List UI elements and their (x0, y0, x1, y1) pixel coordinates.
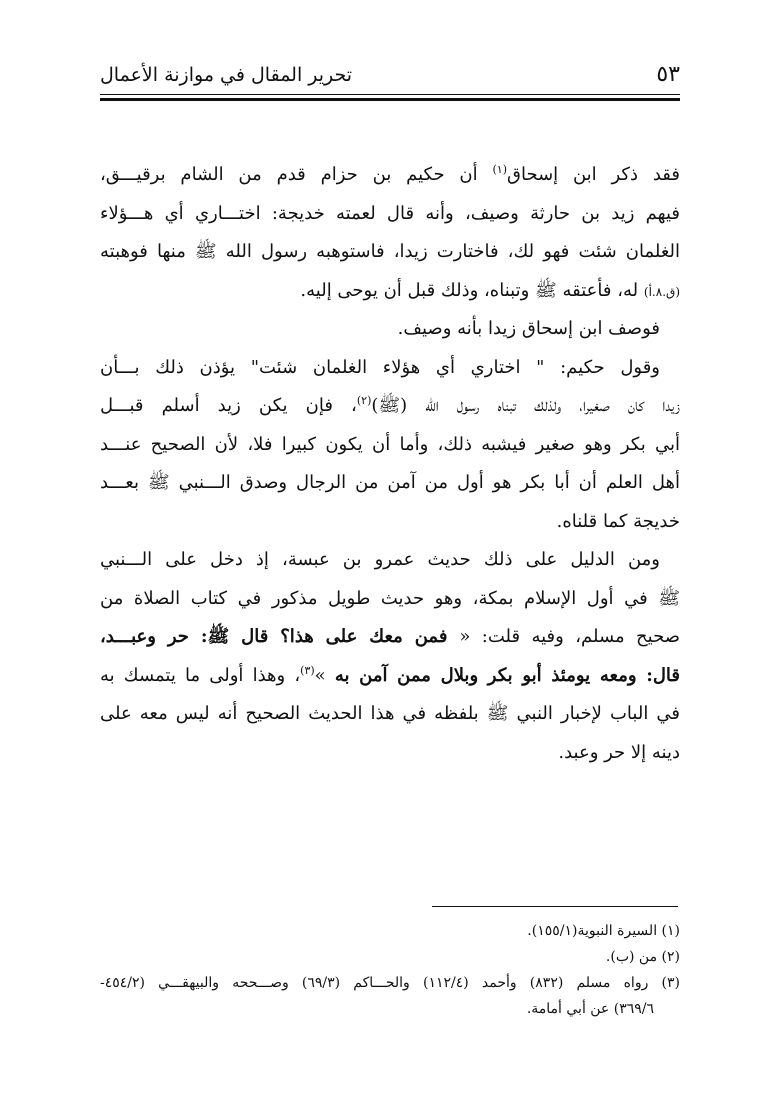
text-line: الغلمان شئت فهو لك، فاختارت زيدا، فاستوهبه رسول الله ﷺ منها فوهبته (100, 241, 680, 262)
text-line: قال: ومعه يومئذ أبو بكر وبلال ممن آمن به »$^{(٣)}$، وهذا أولى ما يتمسك به (100, 663, 680, 686)
text-line: صحيح مسلم، وفيه قلت: « فمن معك على هذا؟ قال ﷺ: حر وعبـــد، (100, 626, 680, 647)
text-line: خديجة كما قلناه. (556, 510, 680, 532)
footnote-ref: (٣) (300, 663, 315, 677)
footnote-continuation: ٣٦٩/٦) عن أبي أمامة. (526, 1001, 654, 1017)
header-rule-thick (100, 98, 680, 101)
text-line: ﷺ في أول الإسلام بمكة، وهو حديث طويل مذكور في كتاب الصلاة من (100, 587, 680, 609)
footnote-separator (432, 906, 678, 907)
header-rule-thin (100, 94, 680, 95)
text-line: أهل العلم أن أبا بكر هو أول من آمن من الرجال وصدق الـــنبي ﷺ بعـــد (100, 472, 680, 493)
text-line: زيدا كان صغيرا، ولذلك تبناه رسول الله (ﷺ)$^{(٢)}$، فإن يكن زيد أسلم قبـــل (100, 394, 680, 416)
footnote: (٣) رواه مسلم (٨٣٢) وأحمد (١١٢/٤) والحـــاكم (٦٩/٣) وصـــححه والبيهقـــي (٤٥٤/٢- (100, 975, 680, 991)
hadith-quote: فمن معك على هذا؟ قال ﷺ: حر وعبـــد، (100, 626, 460, 647)
text-line: أبي بكر وهو صغير فيشبه ذلك، وأما أن يكون كبيرا فلا، لأن الصحيح عنـــد (100, 433, 680, 455)
footnote: (١) السيرة النبوية(١٥٥/١). (527, 923, 680, 939)
text-line: في الباب لإخبار النبي ﷺ بلفظه في هذا الحديث الصحيح أنه ليس معه على (100, 703, 680, 724)
text-line: فوصف ابن إسحاق زيدا بأنه وصيف. (397, 318, 660, 339)
footnotes (100, 918, 680, 1022)
page-number: ٥٣ (656, 62, 680, 87)
text-line: (ق.٨.أ) له، فأعتقه ﷺ وتبناه، وذلك قبل أن يوحى إليه. (300, 279, 680, 301)
manuscript-folio-marker: (ق.٨.أ) (643, 284, 680, 299)
text-line: فقد ذكر ابن إسحاق$^{(١)}$ أن حكيم بن حزام قدم من الشام برقيـــق، (100, 163, 680, 185)
footnote-ref: (١) (492, 163, 507, 176)
main-text (100, 156, 680, 772)
text-line: وقول حكيم: " اختاري أي هؤلاء الغلمان شئت" يؤذن ذلك بـــأن (100, 356, 660, 378)
text-line: فيهم زيد بن حارثة وصيف، وأنه قال لعمته خديجة: اختـــاري أي هـــؤلاء (100, 202, 680, 224)
text-line: دينه إلا حر وعبد. (558, 741, 680, 763)
footnote: (٢) من (ب). (605, 949, 680, 965)
hadith-quote: قال: ومعه يومئذ أبو بكر وبلال ممن آمن به (334, 664, 680, 686)
footnote-ref: (٢) (356, 394, 372, 407)
book-title: تحرير المقال في موازنة الأعمال (100, 64, 353, 86)
text-line: ومن الدليل على ذلك حديث عمرو بن عبسة، إذ دخل على الـــنبي (100, 549, 660, 570)
